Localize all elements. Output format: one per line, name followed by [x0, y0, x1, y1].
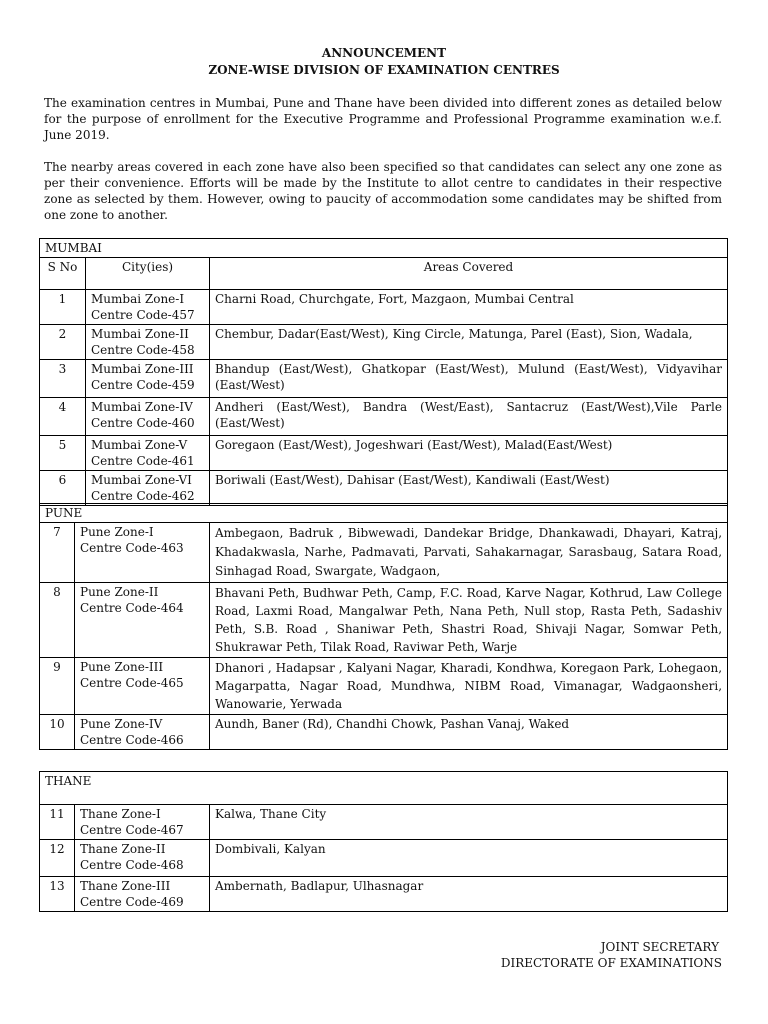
table-row — [40, 523, 728, 583]
table-row — [40, 840, 728, 877]
row-city — [86, 436, 210, 471]
zone-name: Mumbai Zone-V — [91, 438, 188, 452]
table-row — [40, 715, 728, 750]
signatory-department: DIRECTORATE OF EXAMINATIONS — [500, 956, 722, 970]
centre-code: Centre Code-467 — [80, 823, 184, 837]
table-row — [40, 658, 728, 715]
intro-paragraph: The examination centres in Mumbai, Pune and Thane have been divided into different zones as detailed below for the purpose of enrollment for the Executive Programme and Professional Programme examination w.e.f. June 2019. — [44, 96, 722, 142]
row-sno: 7 — [40, 523, 75, 583]
centre-code: Centre Code-464 — [80, 601, 184, 615]
table-row — [40, 877, 728, 912]
row-areas: Aundh, Baner (Rd), Chandhi Chowk, Pashan Vanaj, Waked — [210, 715, 728, 750]
row-city — [75, 583, 210, 658]
row-city — [75, 523, 210, 583]
row-sno: 13 — [40, 877, 75, 912]
row-areas: Charni Road, Churchgate, Fort, Mazgaon, Mumbai Central — [210, 290, 728, 325]
row-city — [86, 290, 210, 325]
row-areas: Kalwa, Thane City — [210, 805, 728, 840]
centre-code: Centre Code-468 — [80, 858, 184, 872]
centre-code: Centre Code-463 — [80, 541, 184, 555]
column-header-areas: Areas Covered — [210, 258, 728, 290]
row-city — [86, 471, 210, 506]
table-row — [40, 360, 728, 398]
row-sno: 2 — [40, 325, 86, 360]
row-sno: 3 — [40, 360, 86, 398]
zone-name: Pune Zone-III — [80, 660, 164, 674]
zone-name: Mumbai Zone-IV — [91, 400, 193, 414]
row-areas: Andheri (East/West), Bandra (West/East), Santacruz (East/West),Vile Parle (East/West) — [210, 398, 728, 436]
row-sno: 1 — [40, 290, 86, 325]
table-row — [40, 805, 728, 840]
zone-selection-paragraph: The nearby areas covered in each zone have also been specified so that candidates can select any one zone as per their convenience. Efforts will be made by the Institute to allot centre to candidates in their respective zone as selected by them. However, owing to paucity of accommodation some candidates may be shifted from one zone to another. — [44, 160, 722, 222]
centre-code: Centre Code-466 — [80, 733, 184, 747]
zone-name: Mumbai Zone-VI — [91, 473, 192, 487]
thane-zone-table — [39, 771, 728, 912]
row-areas: Goregaon (East/West), Jogeshwari (East/West), Malad(East/West) — [210, 436, 728, 471]
row-city — [75, 658, 210, 715]
announcement-subtitle: ZONE-WISE DIVISION OF EXAMINATION CENTRES — [208, 63, 560, 77]
announcement-title: ANNOUNCEMENT — [321, 46, 447, 60]
row-sno: 6 — [40, 471, 86, 506]
table-row — [40, 436, 728, 471]
centre-code: Centre Code-459 — [91, 378, 195, 392]
row-sno: 9 — [40, 658, 75, 715]
zone-name: Pune Zone-II — [80, 585, 159, 599]
centre-code: Centre Code-461 — [91, 454, 195, 468]
zone-name: Mumbai Zone-I — [91, 292, 185, 306]
table-row — [40, 325, 728, 360]
row-areas: Dhanori , Hadapsar , Kalyani Nagar, Kharadi, Kondhwa, Koregaon Park, Lohegaon, Magarpatta, Nagar Road, Mundhwa, NIBM Road, Vimanagar, Wadgaonsheri, Wanowarie, Yerwada — [210, 658, 728, 715]
centre-code: Centre Code-462 — [91, 489, 195, 503]
row-sno: 5 — [40, 436, 86, 471]
row-areas: Ambernath, Badlapur, Ulhasnagar — [210, 877, 728, 912]
centre-code: Centre Code-465 — [80, 676, 184, 690]
row-city — [86, 360, 210, 398]
zone-name: Mumbai Zone-III — [91, 362, 194, 376]
table-row — [40, 290, 728, 325]
row-areas: Bhandup (East/West), Ghatkopar (East/West), Mulund (East/West), Vidyavihar (East/West) — [210, 360, 728, 398]
zone-name: Pune Zone-I — [80, 525, 154, 539]
row-areas: Ambegaon, Badruk , Bibwewadi, Dandekar Bridge, Dhankawadi, Dhayari, Katraj, Khadakwasla, Narhe, Padmavati, Parvati, Sahakarnagar, Sarasbaug, Satara Road, Sinhagad Road, Swargate, Wadgaon, — [210, 523, 728, 583]
zone-name: Pune Zone-IV — [80, 717, 163, 731]
row-sno: 10 — [40, 715, 75, 750]
row-city — [86, 325, 210, 360]
row-areas: Bhavani Peth, Budhwar Peth, Camp, F.C. Road, Karve Nagar, Kothrud, Law College Road, Laxmi Road, Mangalwar Peth, Nana Peth, Null stop, Rasta Peth, Sadashiv Peth, S.B. Road , Shaniwar Peth, Shastri Road, Shivaji Nagar, Somwar Peth, Shukrawar Peth, Tilak Road, Raviwar Peth, Warje — [210, 583, 728, 658]
column-header-city: City(ies) — [86, 258, 210, 290]
row-areas: Dombivali, Kalyan — [210, 840, 728, 877]
zone-name: Thane Zone-III — [80, 879, 171, 893]
table-row — [40, 471, 728, 506]
table-row — [40, 583, 728, 658]
centre-code: Centre Code-460 — [91, 416, 195, 430]
mumbai-section-label: MUMBAI — [40, 239, 728, 258]
row-sno: 8 — [40, 583, 75, 658]
row-city — [75, 840, 210, 877]
zone-name: Mumbai Zone-II — [91, 327, 189, 341]
pune-zone-table — [39, 503, 728, 750]
centre-code: Centre Code-458 — [91, 343, 195, 357]
table-row — [40, 398, 728, 436]
zone-name: Thane Zone-I — [80, 807, 161, 821]
row-city — [86, 398, 210, 436]
signatory-title: JOINT SECRETARY — [600, 940, 719, 954]
pune-section-label: PUNE — [40, 504, 728, 523]
row-city — [75, 805, 210, 840]
row-city — [75, 877, 210, 912]
row-sno: 11 — [40, 805, 75, 840]
zone-name: Thane Zone-II — [80, 842, 166, 856]
row-sno: 4 — [40, 398, 86, 436]
column-header-sno: S No — [40, 258, 86, 290]
centre-code: Centre Code-457 — [91, 308, 195, 322]
thane-section-label: THANE — [40, 772, 728, 805]
mumbai-zone-table — [39, 238, 728, 506]
row-areas: Chembur, Dadar(East/West), King Circle, Matunga, Parel (East), Sion, Wadala, — [210, 325, 728, 360]
row-sno: 12 — [40, 840, 75, 877]
centre-code: Centre Code-469 — [80, 895, 184, 909]
row-areas: Boriwali (East/West), Dahisar (East/West), Kandiwali (East/West) — [210, 471, 728, 506]
row-city — [75, 715, 210, 750]
